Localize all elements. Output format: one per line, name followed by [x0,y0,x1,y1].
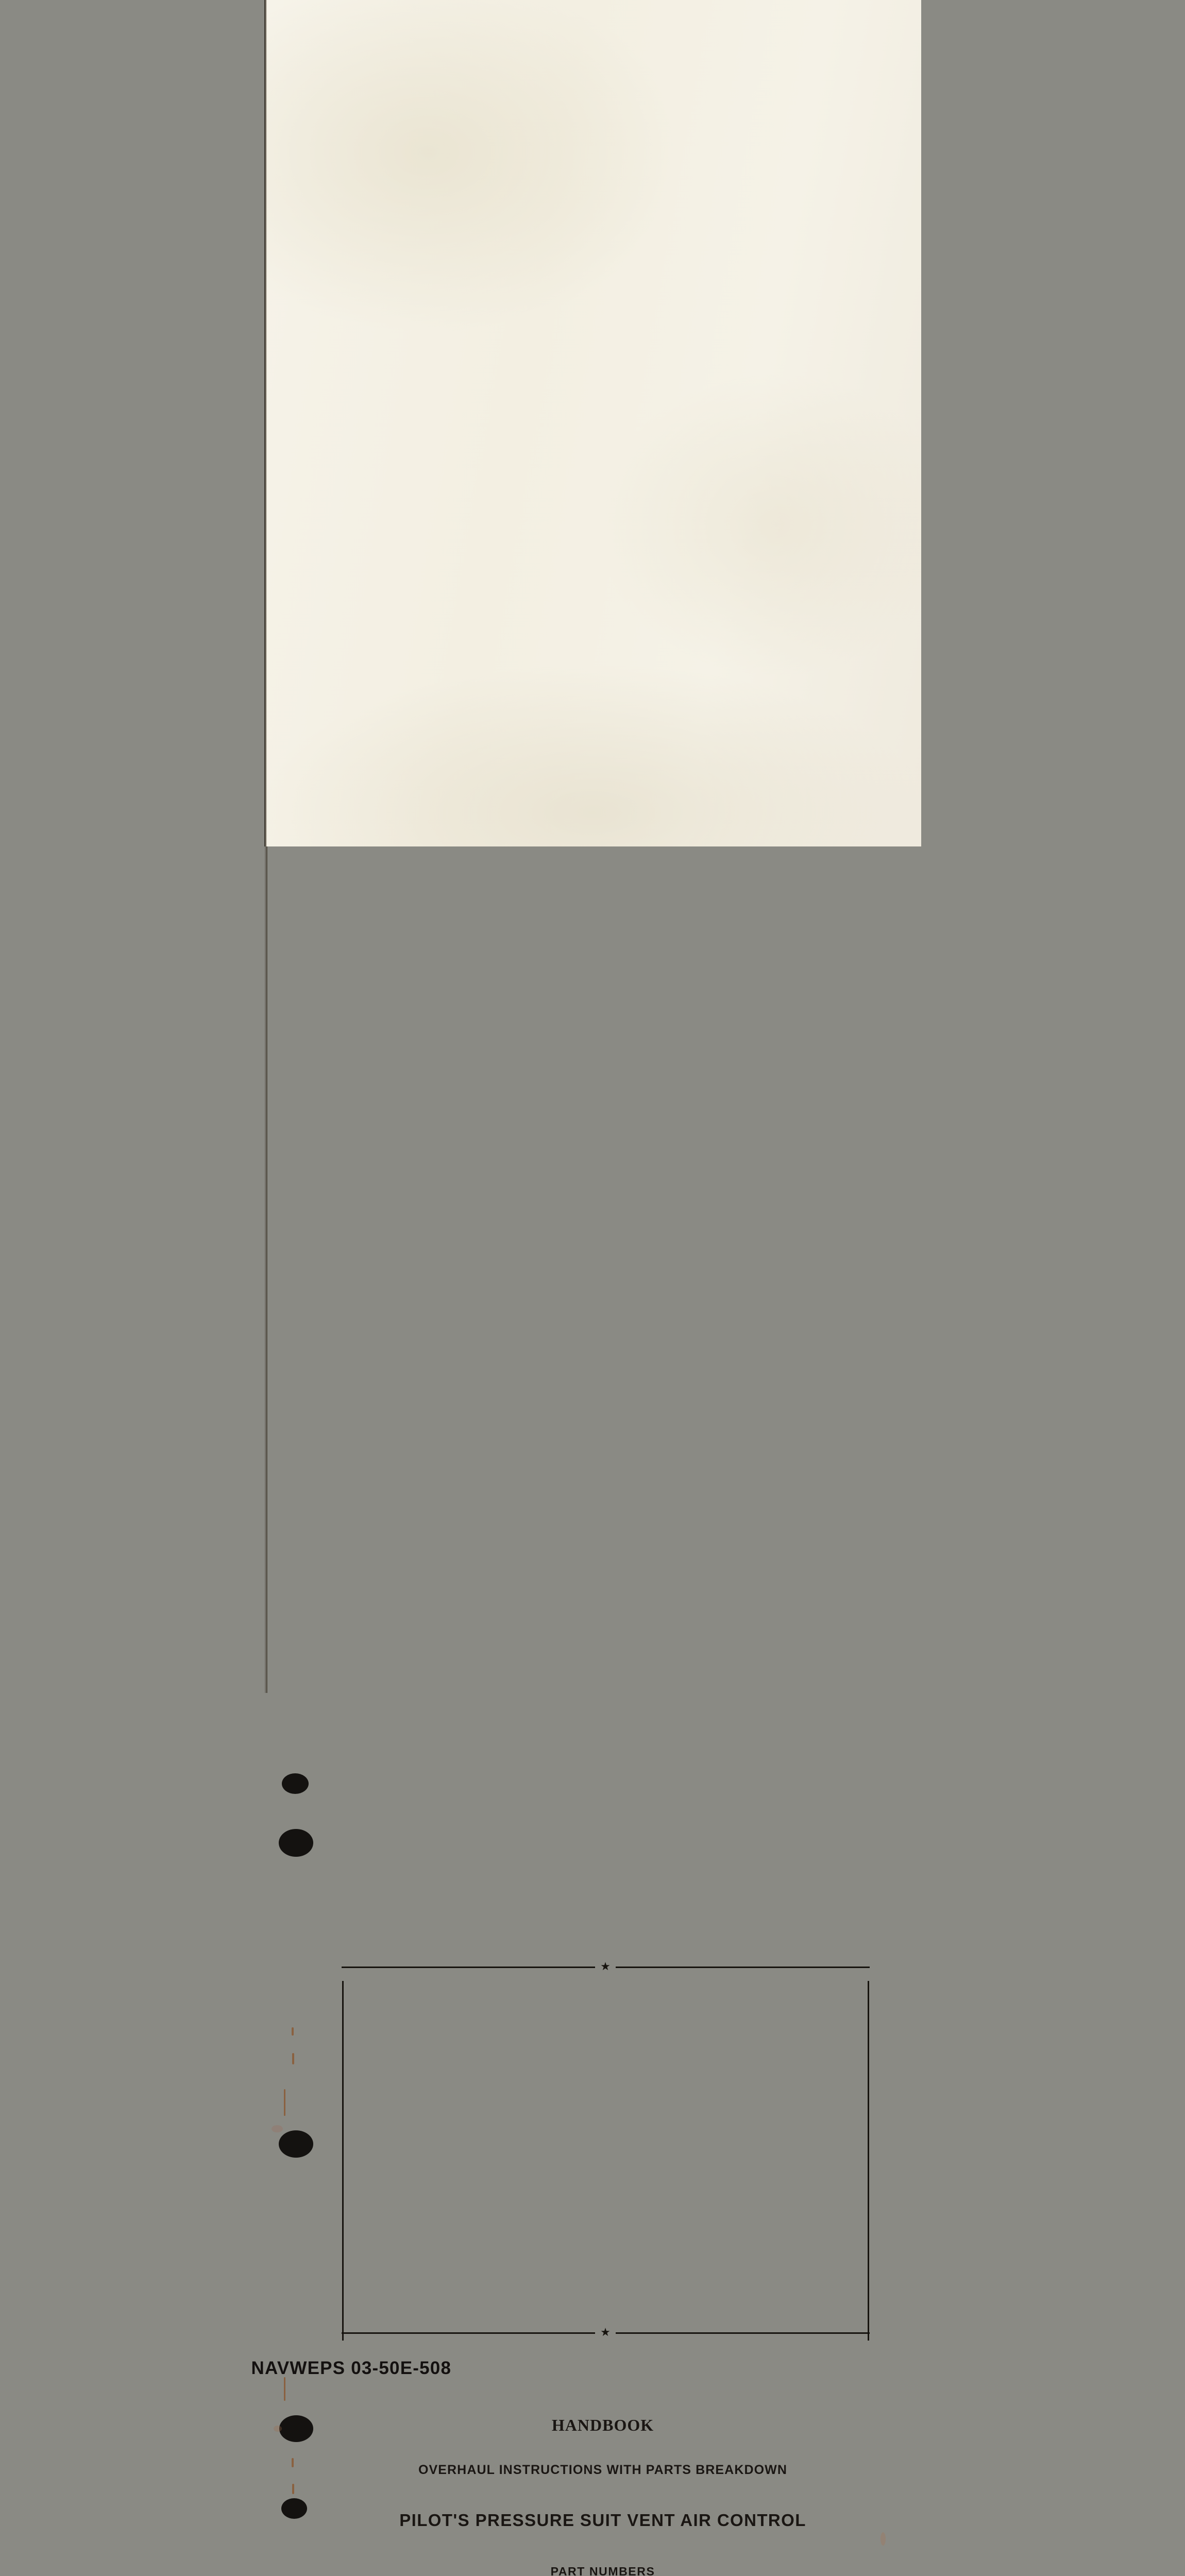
hole-punch-mark [282,1773,309,1794]
margin-rust-mark [292,2484,294,2494]
handbook-label: HANDBOOK [551,2416,654,2434]
scan-edge-left [264,0,267,846]
margin-rust-mark [292,2027,294,2036]
title-frame-border [342,1981,869,2341]
hole-punch-mark [279,2130,313,2158]
document-number: NAVWEPS 03-50E-508 [251,2358,452,2378]
document-subtitle: OVERHAUL INSTRUCTIONS WITH PARTS BREAKDOWN [418,2463,788,2477]
rule-segment-right [616,1967,870,1968]
margin-rust-smudge [272,2125,283,2132]
scan-edge-right [264,846,267,1693]
scanned-page [251,0,921,2576]
margin-rust-mark [284,2089,285,2116]
margin-rust-mark [292,2053,294,2064]
hole-punch-mark [279,1829,313,1857]
product-title: PILOT'S PRESSURE SUIT VENT AIR CONTROL [399,2511,806,2530]
star-icon: ★ [600,1960,611,1973]
top-star-rule [342,1960,870,1973]
part-numbers-label: PART NUMBERS [550,2565,655,2576]
paper-texture [264,0,921,846]
margin-rust-smudge [881,2532,886,2546]
rule-segment-left [342,1967,596,1968]
margin-rust-mark [284,2377,285,2401]
star-icon: ★ [600,2326,611,2338]
